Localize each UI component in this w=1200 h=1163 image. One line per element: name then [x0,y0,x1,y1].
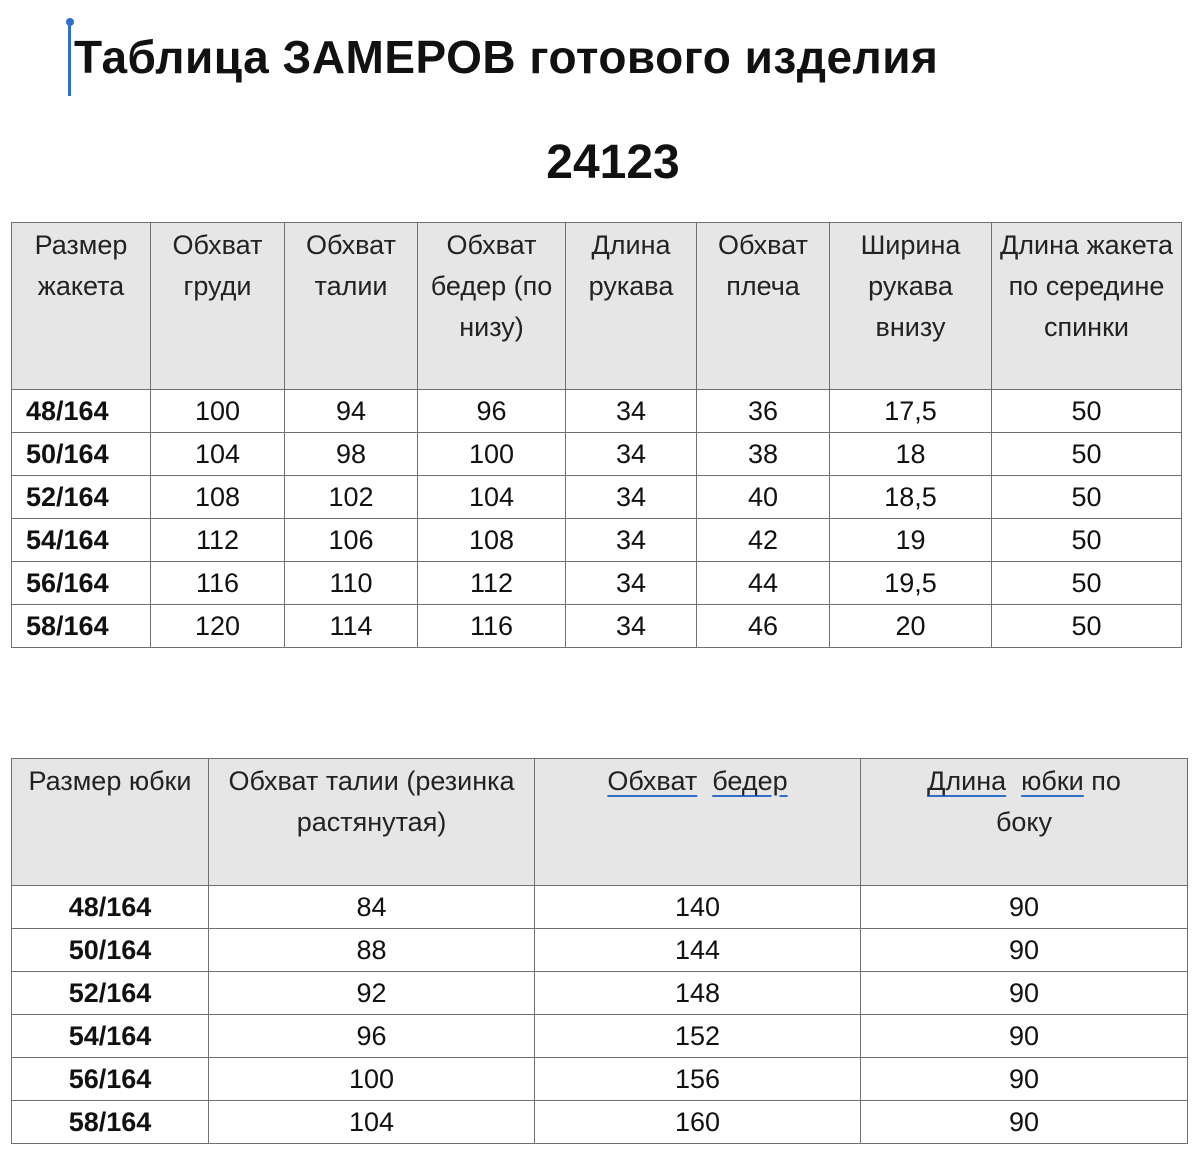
column-header-sleeve-length: Длина рукава [566,223,697,390]
table-cell: 96 [418,390,566,433]
column-header-waist: Обхват талии (резинка растянутая) [209,759,535,886]
skirt-measurements-table [11,758,1188,1144]
table-cell: 152 [535,1015,861,1058]
table-cell: 120 [151,605,285,648]
model-number: 24123 [546,136,680,189]
table-cell: 40 [697,476,830,519]
size-cell: 56/164 [12,1058,209,1101]
table-cell: 34 [566,562,697,605]
table-cell: 34 [566,476,697,519]
table-row [12,519,1182,562]
size-cell: 48/164 [12,886,209,929]
column-header-chest: Обхват груди [151,223,285,390]
table-cell: 50 [992,605,1182,648]
table-cell: 104 [418,476,566,519]
table-cell: 156 [535,1058,861,1101]
spellcheck-underlined-word: Длина [927,766,1007,796]
table-cell: 100 [151,390,285,433]
table-cell: 92 [209,972,535,1015]
jacket-measurements-table [11,222,1182,648]
table-row [12,476,1182,519]
table-cell: 116 [151,562,285,605]
table-cell: 50 [992,476,1182,519]
table-cell: 18,5 [830,476,992,519]
size-cell: 52/164 [12,476,151,519]
table-cell: 19 [830,519,992,562]
table-cell: 34 [566,433,697,476]
table-cell: 108 [418,519,566,562]
table-cell: 36 [697,390,830,433]
spellcheck-underlined-word: Обхват [607,766,698,796]
table-cell: 116 [418,605,566,648]
table-cell: 148 [535,972,861,1015]
size-cell: 50/164 [12,929,209,972]
size-cell: 54/164 [12,519,151,562]
column-header-sleeve-width: Ширина рукава внизу [830,223,992,390]
table-cell: 96 [209,1015,535,1058]
column-header-hips: Обхват бедер (по низу) [418,223,566,390]
table-cell: 34 [566,390,697,433]
table-row [12,929,1188,972]
table-cell: 34 [566,605,697,648]
table-cell: 46 [697,605,830,648]
table-row [12,972,1188,1015]
size-cell: 50/164 [12,433,151,476]
table-cell: 100 [209,1058,535,1101]
column-header-jacket-length: Длина жакета по середине спинки [992,223,1182,390]
column-header-size: Размер жакета [12,223,151,390]
column-header-shoulder: Обхват плеча [697,223,830,390]
table-cell: 50 [992,519,1182,562]
table-cell: 19,5 [830,562,992,605]
header-text: по [1091,766,1121,796]
table-cell: 140 [535,886,861,929]
table-cell: 17,5 [830,390,992,433]
table-row [12,1101,1188,1144]
column-header-hips [535,759,861,886]
table-row [12,1015,1188,1058]
table-header-row [12,759,1188,886]
table-row [12,433,1182,476]
table-cell: 90 [861,886,1188,929]
size-cell: 58/164 [12,1101,209,1144]
spellcheck-underlined-word: юбки [1021,766,1084,796]
table-cell: 34 [566,519,697,562]
table-cell: 114 [285,605,418,648]
table-header-row [12,223,1182,390]
column-header-waist: Обхват талии [285,223,418,390]
header-text: боку [995,807,1053,837]
table-cell: 90 [861,1101,1188,1144]
table-cell: 100 [418,433,566,476]
table-cell: 50 [992,390,1182,433]
table-cell: 104 [209,1101,535,1144]
size-cell: 52/164 [12,972,209,1015]
size-cell: 56/164 [12,562,151,605]
table-cell: 50 [992,433,1182,476]
column-header-skirt-length [861,759,1188,886]
table-row [12,390,1182,433]
table-cell: 160 [535,1101,861,1144]
table-row [12,886,1188,929]
table-cell: 104 [151,433,285,476]
table-cell: 20 [830,605,992,648]
table-cell: 94 [285,390,418,433]
table-row [12,1058,1188,1101]
table-cell: 42 [697,519,830,562]
size-cell: 54/164 [12,1015,209,1058]
size-cell: 48/164 [12,390,151,433]
table-row [12,562,1182,605]
spellcheck-underlined-word: бедер [712,766,788,796]
table-cell: 90 [861,1015,1188,1058]
table-row [12,605,1182,648]
table-cell: 110 [285,562,418,605]
table-cell: 84 [209,886,535,929]
table-cell: 102 [285,476,418,519]
table-cell: 90 [861,929,1188,972]
column-header-size: Размер юбки [12,759,209,886]
table-cell: 44 [697,562,830,605]
table-cell: 112 [151,519,285,562]
table-cell: 38 [697,433,830,476]
document-title: Таблица ЗАМЕРОВ готового изделия [74,31,939,83]
table-cell: 108 [151,476,285,519]
table-cell: 50 [992,562,1182,605]
table-cell: 144 [535,929,861,972]
table-cell: 88 [209,929,535,972]
table-cell: 112 [418,562,566,605]
table-cell: 90 [861,1058,1188,1101]
table-cell: 18 [830,433,992,476]
size-cell: 58/164 [12,605,151,648]
table-cell: 106 [285,519,418,562]
table-cell: 98 [285,433,418,476]
table-cell: 90 [861,972,1188,1015]
